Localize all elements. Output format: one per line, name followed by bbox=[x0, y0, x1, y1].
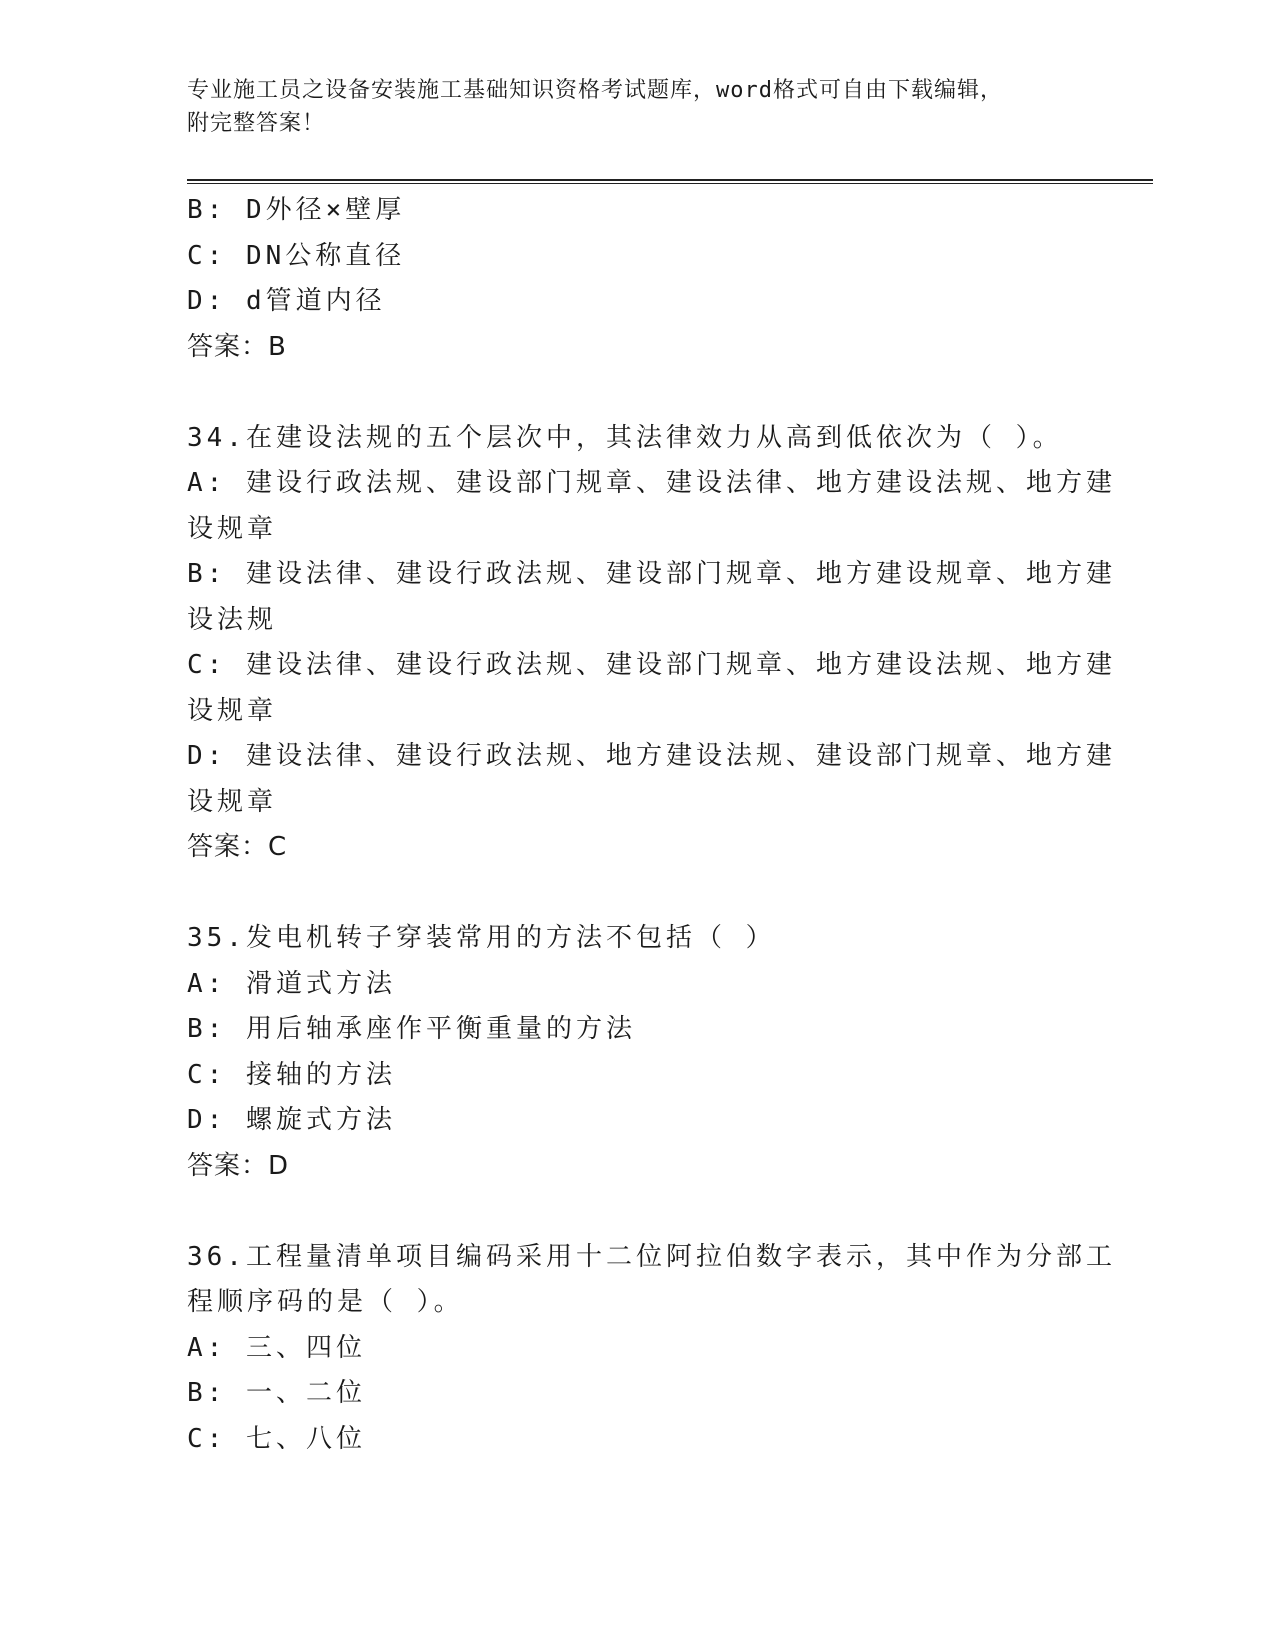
spacer bbox=[187, 370, 1087, 416]
spacer bbox=[187, 1189, 1087, 1235]
answer-label: 答案：B bbox=[187, 331, 287, 362]
option-c: C: 七、八位 bbox=[187, 1423, 366, 1454]
option-d: D: 螺旋式方法 bbox=[187, 1105, 396, 1135]
question-stem: 36.工程量清单项目编码采用十二位阿拉伯数字表示，其中作为分部工 bbox=[187, 1241, 1116, 1272]
question-stem: 35.发电机转子穿装常用的方法不包括（ ） bbox=[187, 923, 776, 953]
question-33-block bbox=[187, 188, 1087, 370]
option-d: D: d管道内径 bbox=[187, 286, 386, 316]
option-c: C: DN公称直径 bbox=[187, 240, 406, 271]
option-b: B: 一、二位 bbox=[187, 1378, 366, 1408]
document-header bbox=[187, 74, 1067, 140]
option-c: C: 接轴的方法 bbox=[187, 1059, 396, 1090]
question-content bbox=[187, 188, 1116, 1462]
option-c: C: 建设法律、建设行政法规、建设部门规章、地方建设法规、地方建 bbox=[187, 650, 1116, 680]
option-a-continued: 设规章 bbox=[187, 513, 278, 544]
option-a: A: 三、四位 bbox=[187, 1332, 366, 1363]
question-stem-continued: 程顺序码的是（ ）。 bbox=[187, 1287, 464, 1317]
answer-label: 答案：C bbox=[187, 832, 288, 862]
question-stem: 34.在建设法规的五个层次中，其法律效力从高到低依次为（ ）。 bbox=[187, 422, 1063, 453]
question-36-block bbox=[187, 1235, 1116, 1463]
option-b: B: 建设法律、建设行政法规、建设部门规章、地方建设规章、地方建 bbox=[187, 559, 1116, 589]
option-b: B: D外径×壁厚 bbox=[187, 195, 406, 225]
header-line-2: 附完整答案！ bbox=[187, 111, 326, 136]
option-b-continued: 设法规 bbox=[187, 604, 278, 635]
question-34-block bbox=[187, 416, 1116, 871]
option-a: A: 建设行政法规、建设部门规章、建设法律、地方建设法规、地方建 bbox=[187, 468, 1116, 498]
option-d-continued: 设规章 bbox=[187, 786, 278, 817]
option-c-continued: 设规章 bbox=[187, 695, 278, 726]
answer-label: 答案：D bbox=[187, 1150, 290, 1181]
option-d: D: 建设法律、建设行政法规、地方建设法规、建设部门规章、地方建 bbox=[187, 741, 1116, 771]
question-35-block bbox=[187, 916, 1087, 1189]
header-line-1: 专业施工员之设备安装施工基础知识资格考试题库，word格式可自由下载编辑， bbox=[187, 78, 1003, 103]
spacer bbox=[187, 871, 1087, 917]
header-divider bbox=[187, 179, 1153, 184]
option-a: A: 滑道式方法 bbox=[187, 968, 396, 999]
option-b: B: 用后轴承座作平衡重量的方法 bbox=[187, 1014, 636, 1044]
